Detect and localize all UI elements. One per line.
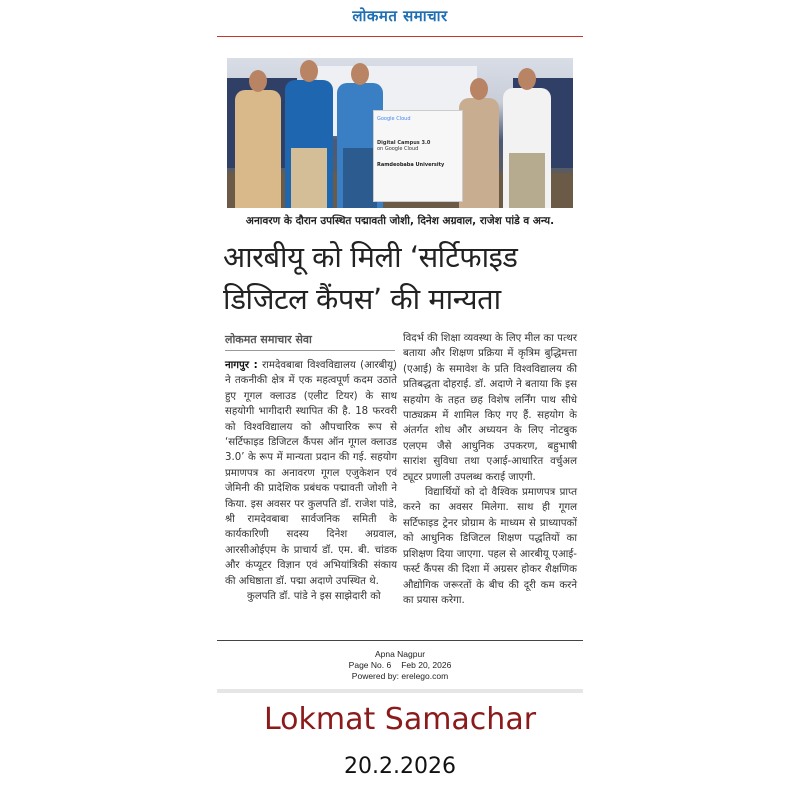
newspaper-clipping	[217, 0, 583, 690]
event-photo	[227, 58, 573, 208]
person-1	[235, 90, 281, 208]
source-date: 20.2.2026	[344, 754, 456, 779]
article-paragraph: विद्यार्थियों को दो वैश्विक प्रमाणपत्र प्राप्त करने का अवसर मिलेगा. साथ ही गूगल सर्टिफाइड ट्रेनर प्रोग्राम के माध्यम से प्राध्यापकों को आधुनिक डिजिटल शिक्षण पद्धतियों का प्रशिक्षण दिया जाएगा. पहल से आरबीयू एआई-फर्स्ट कैंपस की दिशा में अग्रसर होकर शैक्षणिक औद्योगिक जरूरतों के बीच की दूरी कम करने का प्रयास करेगा.	[403, 487, 577, 606]
divider-bar	[217, 689, 583, 693]
board-logo-text: Google Cloud	[377, 116, 411, 122]
dateline: नागपुर :	[225, 360, 258, 371]
headline-line-1: आरबीयू को मिली ‘सर्टिफाइड	[223, 240, 518, 274]
headline	[223, 236, 579, 320]
masthead-rule	[217, 36, 583, 37]
person-legs	[509, 153, 545, 208]
person-legs	[291, 148, 327, 208]
person-head	[249, 70, 267, 92]
article-column-left	[225, 358, 397, 605]
byline: लोकमत समाचार सेवा	[225, 332, 395, 351]
board-title: Digital Campus 3.0	[377, 140, 431, 146]
footer-date: Feb 20, 2026	[401, 660, 452, 670]
bottom-rule	[217, 640, 583, 641]
board-subtitle: on Google Cloud	[377, 146, 419, 152]
person-head	[351, 63, 369, 85]
certificate-board	[373, 110, 463, 202]
person-5	[503, 88, 551, 208]
masthead: लोकमत समाचार	[352, 7, 448, 25]
article-paragraph: विदर्भ की शिक्षा व्यवस्था के लिए मील का पत्थर बताया और शिक्षण प्रक्रिया में कृत्रिम बुद्धिमत्ता (एआई) के समावेश के प्रति विश्वविद्यालय की प्रतिबद्धता दोहराई. डॉ. अदाणे ने बताया कि इस सहयोग के तहत छह विशेष लर्निंग पाथ सीधे पाठ्यक्रम में शामिल किए गए हैं. सहयोग के अंतर्गत शोध और अध्ययन के लिए नोटबुक एलएम जैसे आधुनिक उपकरण, बहुभाषी सारांश सुविधा तथा एआई-आधारित वर्चुअल ट्यूटर प्रणाली उपलब्ध कराई जाएगी.	[403, 333, 577, 483]
article-column-right	[403, 331, 577, 608]
footer-page-date	[217, 660, 583, 671]
headline-line-2: डिजिटल कैंपस’ की मान्यता	[223, 282, 501, 316]
board-university: Ramdeobaba University	[377, 162, 445, 168]
person-legs	[343, 148, 377, 208]
article-paragraph	[225, 358, 397, 589]
person-4	[459, 98, 499, 208]
paragraph-text: रामदेवबाबा विश्वविद्यालय (आरबीयू) ने तकनीकी क्षेत्र में एक महत्वपूर्ण कदम उठाते हुए गूगल क्लाउड (एलीट टियर) के साथ सहयोगी भागीदारी स्थापित की है. 18 फरवरी को विश्वविद्यालय को औपचारिक रूप से ‘सर्टिफाइड डिजिटल कैंपस ऑन गूगल क्लाउड 3.0’ के रूप में मान्यता प्रदान की गई. सहयोग प्रमाणपत्र का अनावरण गूगल एजुकेशन एवं जेमिनी की प्रादेशिक प्रबंधक पद्मावती जोशी ने किया. इस अवसर पर कुलपति डॉ. राजेश पांडे, श्री रामदेवबाबा सार्वजनिक समिती के कार्यकारिणी सदस्य दिनेश अग्रवाल, आरसीओईएम के प्राचार्य डॉ. एम. बी. चांडक और कंप्यूटर विज्ञान एवं अभियांत्रिकी संकाय की अधिष्ठाता डॉ. पद्मा अदाणे उपस्थित थे.	[225, 360, 397, 587]
person-head	[518, 68, 536, 90]
source-label: Lokmat Samachar	[263, 702, 537, 737]
person-head	[300, 60, 318, 82]
person-head	[470, 78, 488, 100]
person-2	[285, 80, 333, 208]
footer-edition: Apna Nagpur	[374, 649, 426, 659]
footer-powered-by: Powered by: erelego.com	[351, 671, 449, 681]
clipping-footer	[217, 649, 583, 682]
photo-caption: अनावरण के दौरान उपस्थित पद्मावती जोशी, दिनेश अग्रवाल, राजेश पांडे व अन्य.	[245, 215, 555, 227]
article-paragraph: कुलपति डॉ. पांडे ने इस साझेदारी को	[247, 591, 381, 603]
footer-page: Page No. 6	[348, 660, 392, 670]
